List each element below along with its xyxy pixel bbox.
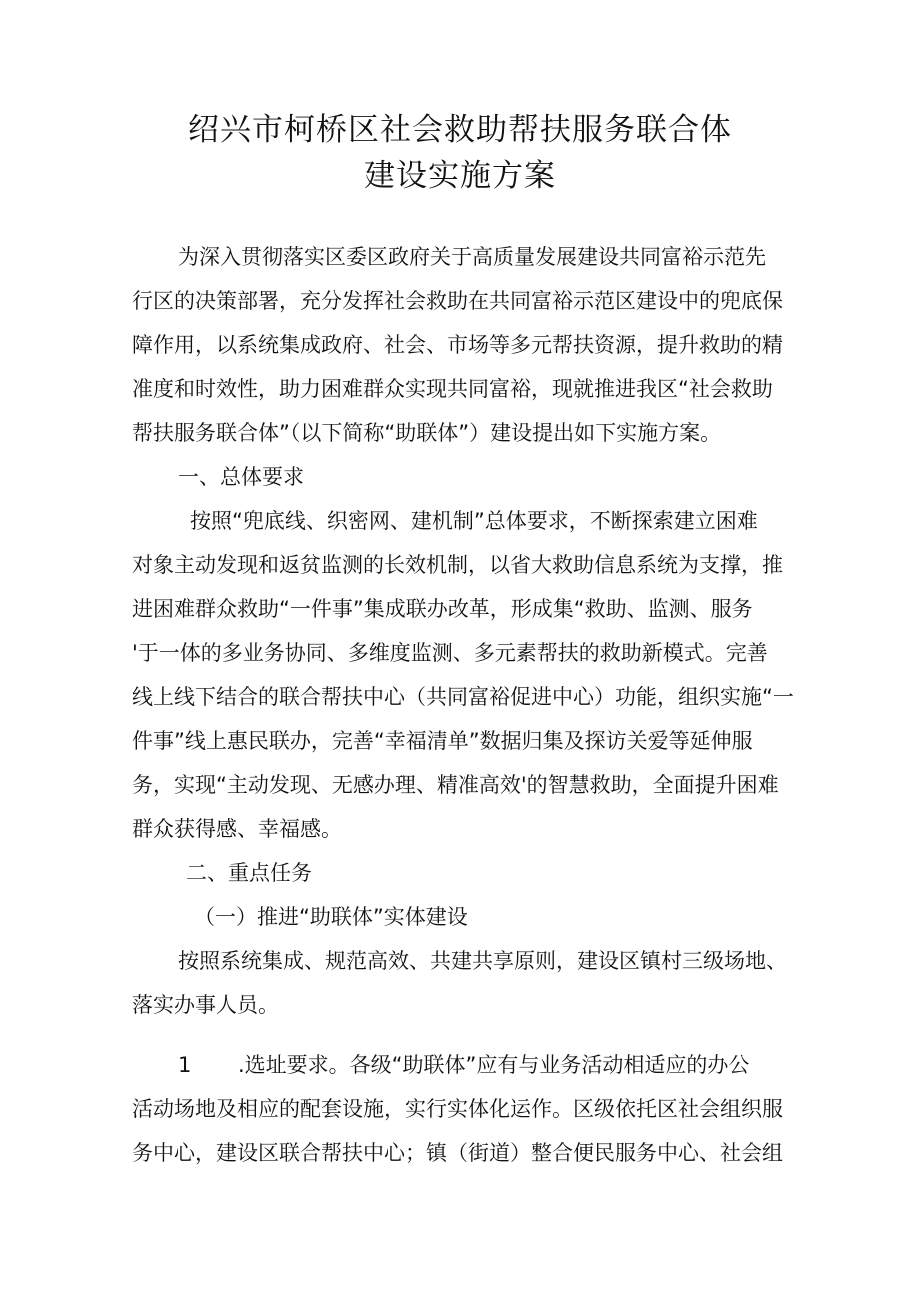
section-1-line: '于一体的多业务协同、多维度监测、多元素帮扶的救助新模式。完善 <box>132 641 768 665</box>
section-1-line: 线上线下结合的联合帮扶中心（共同富裕促进中心）功能，组织实施“一 <box>132 685 794 709</box>
intro-line: 帮扶服务联合体”（以下简称“助联体”）建设提出如下实施方案。 <box>132 421 722 445</box>
document-title-line-1: 绍兴市柯桥区社会救助帮扶服务联合体 <box>188 112 732 148</box>
item-1-line: 活动场地及相应的配套设施，实行实体化运作。区级依托区社会组织服 <box>132 1097 783 1121</box>
subsection-1-heading: （一）推进“助联体”实体建设 <box>194 905 468 929</box>
section-1-line: 件事”线上惠民联办，完善“幸福清单”数据归集及探访关爱等延伸服 <box>132 729 753 753</box>
section-1-line: 群众获得感、幸福感。 <box>132 817 342 841</box>
intro-line: 为深入贯彻落实区委区政府关于高质量发展建设共同富裕示范先 <box>178 245 766 269</box>
section-1-line: 对象主动发现和返贫监测的长效机制，以省大救助信息系统为支撑，推 <box>132 553 783 577</box>
section-1-line: 进困难群众救助“一件事”集成联办改革，形成集“救助、监测、服务 <box>132 597 753 621</box>
intro-line: 准度和时效性，助力困难群众实现共同富裕，现就推进我区“社会救助 <box>132 377 773 401</box>
document-title-line-2: 建设实施方案 <box>364 158 556 194</box>
section-1-heading: 一、总体要求 <box>178 465 304 489</box>
intro-line: 行区的决策部署，充分发挥社会救助在共同富裕示范区建设中的兜底保 <box>132 289 783 313</box>
item-1-line: .选址要求。各级“助联体”应有与业务活动相适应的办公 <box>238 1053 750 1077</box>
section-1-line: 务，实现“主动发现、无感办理、精准高效'的智慧救助，全面提升困难 <box>132 773 779 797</box>
intro-line: 障作用，以系统集成政府、社会、市场等多元帮扶资源，提升救助的精 <box>132 333 783 357</box>
subsection-1-line: 按照系统集成、规范高效、共建共享原则，建设区镇村三级场地、 <box>178 949 787 973</box>
item-1-line: 务中心，建设区联合帮扶中心；镇（街道）整合便民服务中心、社会组 <box>132 1141 783 1165</box>
section-1-line: 按照“兜底线、织密网、建机制”总体要求，不断探索建立困难 <box>190 509 758 533</box>
subsection-1-line: 落实办事人员。 <box>132 993 279 1017</box>
item-1-number: 1 <box>178 1053 192 1077</box>
section-2-heading: 二、重点任务 <box>186 861 312 885</box>
